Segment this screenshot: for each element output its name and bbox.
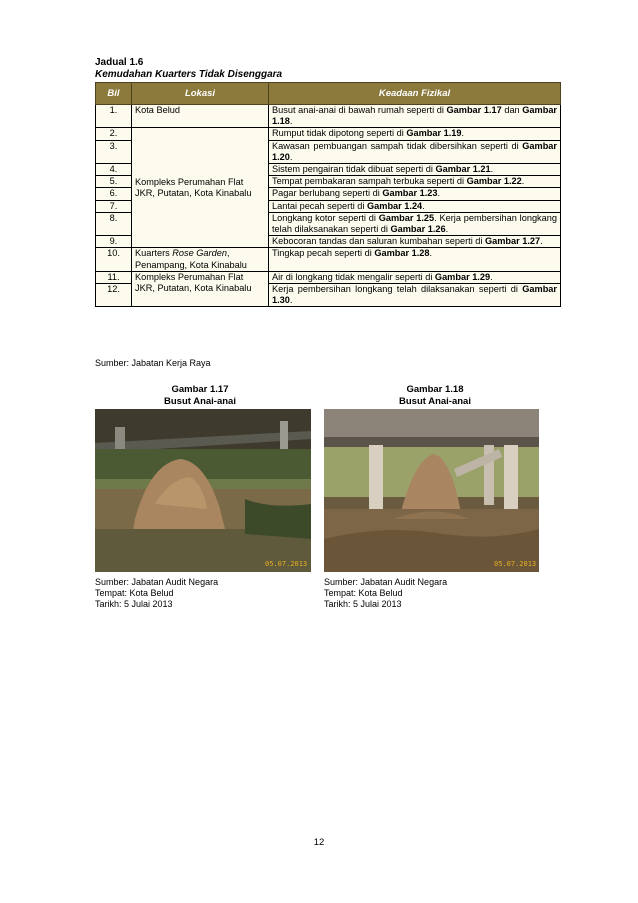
quarters-table: [95, 82, 561, 307]
page-number: 12: [313, 837, 325, 848]
table-header-row: [96, 83, 561, 105]
row-bil: 8.: [96, 212, 132, 235]
row-lokasi: Kompleks Perumahan Flat JKR, Putatan, Kota Kinabalu: [132, 271, 269, 307]
photo-timestamp: 05.07.2013: [265, 560, 308, 568]
row-keadaan: Sistem pengairan tidak dibuat seperti di Gambar 1.21.: [269, 164, 561, 176]
row-keadaan: Lantai pecah seperti di Gambar 1.24.: [269, 200, 561, 212]
row-keadaan: Tingkap pecah seperti di Gambar 1.28.: [269, 248, 561, 271]
figure-number: Gambar 1.17: [171, 384, 229, 395]
row-keadaan: Longkang kotor seperti di Gambar 1.25. Kerja pembersihan longkang telah dilaksanakan seperti di Gambar 1.26.: [269, 212, 561, 235]
figure-caption: [355, 384, 515, 408]
figure-title: Busut Anai-anai: [164, 396, 236, 407]
row-keadaan: Pagar berlubang seperti di Gambar 1.23.: [269, 188, 561, 200]
figure-date: Tarikh: 5 Julai 2013: [324, 599, 402, 609]
figure-place: Tempat: Kota Belud: [324, 588, 403, 598]
figure-caption: [120, 384, 280, 408]
row-bil: 7.: [96, 200, 132, 212]
table-row: [96, 248, 561, 271]
photo-illustration: [324, 409, 539, 572]
merged-location-cell: Kompleks Perumahan Flat JKR, Putatan, Kota Kinabalu: [132, 128, 269, 248]
row-keadaan: Rumput tidak dipotong seperti di Gambar 1.19.: [269, 128, 561, 140]
row-lokasi: Kota Belud: [132, 105, 269, 128]
table-number: Jadual 1.6: [95, 57, 144, 68]
figure-date: Tarikh: 5 Julai 2013: [95, 599, 173, 609]
row-bil: 9.: [96, 236, 132, 248]
figure-title: Busut Anai-anai: [399, 396, 471, 407]
row-keadaan: Kerja pembersihan longkang telah dilaksanakan seperti di Gambar 1.30.: [269, 284, 561, 307]
photo-timestamp: 05.07.2013: [494, 560, 537, 568]
row-bil: 2.: [96, 128, 132, 140]
table-title: Kemudahan Kuarters Tidak Disenggara: [95, 69, 283, 80]
row-bil: 10.: [96, 248, 132, 271]
row-bil: 11.: [96, 271, 132, 283]
row-bil: 5.: [96, 176, 132, 188]
termite-mound-photo: [324, 409, 539, 572]
row-bil: 3.: [96, 140, 132, 163]
row-bil: 6.: [96, 188, 132, 200]
termite-mound-photo: [95, 409, 311, 572]
figure-source: Sumber: Jabatan Audit Negara: [324, 577, 448, 587]
row-keadaan: Air di longkang tidak mengalir seperti di Gambar 1.29.: [269, 271, 561, 283]
row-keadaan: Kebocoran tandas dan saluran kumbahan seperti di Gambar 1.27.: [269, 236, 561, 248]
table-row: [96, 105, 561, 128]
figure-number: Gambar 1.18: [406, 384, 464, 395]
row-bil: 1.: [96, 105, 132, 128]
table-row: [96, 271, 561, 283]
row-keadaan: Tempat pembakaran sampah terbuka seperti di Gambar 1.22.: [269, 176, 561, 188]
row-keadaan: Kawasan pembuangan sampah tidak dibersihkan seperti di Gambar 1.20.: [269, 140, 561, 163]
header-lokasi: Lokasi: [132, 83, 269, 105]
figure-info: [324, 577, 447, 610]
header-bil: Bil: [96, 83, 132, 105]
row-lokasi: Kuarters Rose Garden, Penampang, Kota Kinabalu: [132, 248, 269, 271]
table-row: [96, 128, 561, 140]
figure-info: [95, 577, 218, 610]
photo-illustration: [95, 409, 311, 572]
figure-source: Sumber: Jabatan Audit Negara: [95, 577, 219, 587]
figure-place: Tempat: Kota Belud: [95, 588, 174, 598]
row-bil: 4.: [96, 164, 132, 176]
row-keadaan: Busut anai-anai di bawah rumah seperti di Gambar 1.17 dan Gambar 1.18.: [269, 105, 561, 128]
header-keadaan: Keadaan Fizikal: [269, 83, 561, 105]
row-bil: 12.: [96, 284, 132, 307]
table-source: Sumber: Jabatan Kerja Raya: [95, 358, 211, 368]
